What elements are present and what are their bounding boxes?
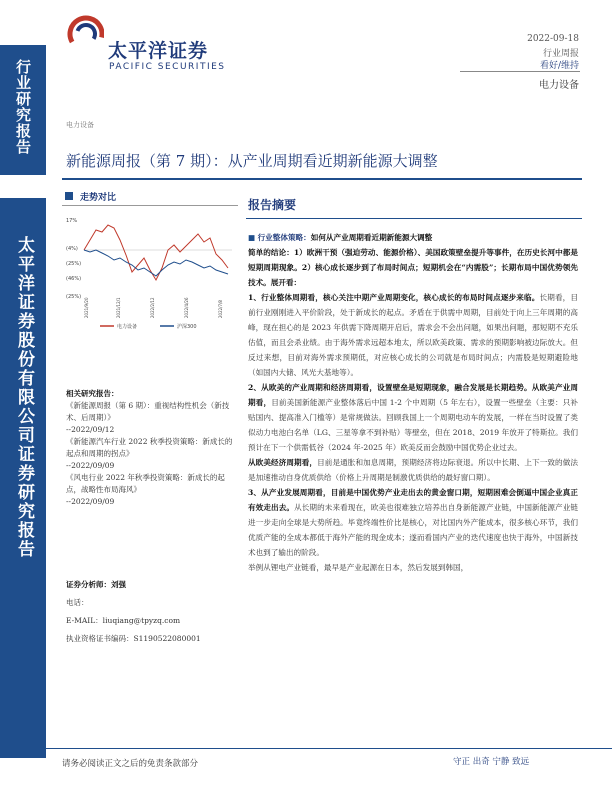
summary-title: 报告摘要 bbox=[248, 198, 297, 212]
summary-p3: 目前美国新能源产业整体落后中国 1-2 个中周期（5 年左右），设置一些壁垒（主要：只补贴国内、提高准入门槛等）是常规做法。回顾我国上一个周期电动车的发展，一样在当时设置了类似动力电池白名单（LG、三星等拿不到补贴）等壁垒，但在 2018、2019 年放开了特斯拉。我们预计在下一个供需低谷（2024 年-2025 年）欧美反而会鼓励中国优势企业过去。 bbox=[248, 398, 579, 452]
report-type: 行业周报 bbox=[542, 49, 579, 59]
summary-p5-lead: 3、从产业发展周期看，目前是中国优势产业走出去的黄金窗口期，短期困难会倒逼中国企业真正有效走出去。 bbox=[248, 488, 578, 512]
summary-p2-lead: 1、行业整体周期看，核心关注中期产业周期变化，核心成长的布局时间点逐步来临。 bbox=[248, 293, 540, 302]
legend-power-label: 电力设备 bbox=[117, 324, 138, 330]
sidebar-bottom-band bbox=[0, 198, 46, 758]
trend-chart bbox=[62, 210, 238, 335]
summary-p3-lead: 2、从欧美的产业周期和经济周期看，设置壁垒是短期现象，融合发展是长期趋势。从欧美产业周期看， bbox=[248, 383, 578, 407]
related-date: --2022/09/09 bbox=[66, 497, 115, 506]
summary-p1: 简单的结论：1）欧洲干预（强迫劳动、能源价格）、美国政策壁垒提升等事件，在历史长河中都是短期周期现象。2）核心成长逐步到了布局时间点；短期机会在“内需股”；长期布局中国优势领先技术。展开看： bbox=[248, 248, 578, 287]
footer-motto: 守正 出奇 宁静 致远 bbox=[453, 757, 530, 767]
rating: 看好/维持 bbox=[539, 61, 579, 71]
summary-p1-lead-line bbox=[248, 230, 578, 245]
x-tick: 2022/7/8 bbox=[218, 300, 223, 318]
industry: 电力设备 bbox=[539, 80, 579, 91]
related-item[interactable]: 《新能源汽车行业 2022 秋季投资策略：新成长的起点和周期的拐点》 bbox=[66, 437, 233, 458]
analyst-email[interactable]: E-MAIL：liuqiang@tpyzq.com bbox=[66, 616, 181, 625]
related-item[interactable]: 《风电行业 2022 年秋季投资策略：新成长的起点，战略性布局海风》 bbox=[66, 473, 225, 494]
summary-p6: 举例从锂电产业链看，最早是产业起源在日本，然后发展到韩国， bbox=[248, 563, 469, 572]
x-tick: 2022/2/12 bbox=[150, 297, 155, 318]
summary-p2: 长期看，目前行业刚刚进入平价阶段，处于新成长的起点。矛盾在于供需中周期，目前处于向上三年周期的高峰，现在担心的是 2023 年供需下降周期开启后，需求会不会出问题，如果出问题，那短期不充乐估值，而且会杀业绩。由于海外需求远超本地太，所以欧美政策、需求的预期影响被边际放大。但反过来想，目前对海外需求预期低，对应核心成长的公司就是布局时间点；内需股是短期避险地（如国内大储、风光大基地等）。 bbox=[248, 293, 579, 377]
summary-rule bbox=[246, 218, 582, 219]
footer-rule bbox=[46, 748, 612, 749]
page-title: 新能源周报（第 7 期）：从产业周期看近期新能源大调整 bbox=[66, 152, 438, 170]
summary-p1-lead-rest: 如何从产业周期看近期新能源大调整 bbox=[310, 233, 433, 242]
x-tick: 2021/12/1 bbox=[116, 297, 121, 318]
pacific-logo-icon bbox=[64, 12, 104, 52]
related-section bbox=[66, 388, 236, 508]
analyst-cert: 执业资格证书编码：S1190522080001 bbox=[66, 634, 201, 643]
meta-divider bbox=[460, 71, 580, 72]
sidebar-top-band bbox=[0, 45, 46, 175]
summary-p1-lead: 行业整体策略： bbox=[257, 233, 311, 242]
section-bullet-icon bbox=[65, 192, 73, 200]
series-power-line bbox=[84, 225, 228, 280]
trend-rule bbox=[62, 205, 238, 206]
related-item[interactable]: 《新能源周报（第 6 期）：重视结构性机会（新技术、后周期）》 bbox=[66, 401, 230, 422]
analyst-title: 证券分析师：刘强 bbox=[66, 580, 126, 589]
summary-body bbox=[248, 230, 578, 575]
analyst-phone: 电话： bbox=[66, 598, 89, 607]
x-tick: 2021/9/20 bbox=[84, 297, 89, 318]
related-date: --2022/09/12 bbox=[66, 425, 115, 434]
legend-hs300-label: 沪深300 bbox=[177, 324, 197, 330]
sidebar-top-label: 行业研究报告 bbox=[14, 59, 32, 155]
summary-p4: 目前是通胀和加息周期，预期经济将边际衰退。所以中长期、上下一致的做法是加速推动自身优质供给（价格上升周期是制激优质供给的最好窗口期）。 bbox=[248, 458, 579, 482]
y-tick: (25%) bbox=[66, 294, 82, 300]
breadcrumb: 电力设备 bbox=[66, 121, 94, 129]
related-title: 相关研究报告： bbox=[66, 389, 119, 398]
sidebar-bottom-label: 太平洋证券股份有限公司证券研究报告 bbox=[14, 236, 34, 559]
series-hs300-line bbox=[84, 250, 228, 276]
related-date: --2022/09/09 bbox=[66, 461, 115, 470]
report-date: 2022-09-18 bbox=[527, 34, 579, 44]
y-tick: (4%) bbox=[66, 246, 78, 252]
summary-p5: 从长期的未来看现在，欧美也很难独立培养出自身新能源产业链，中国新能源产业链进一步走向全球是大势所趋。毕竟终端性价比是核心，对比国内外产能成本，很多核心环节，我们优质产能的全成本都低于海外产能的现金成本；遂而看国内产业的迭代速度也快于海外，中国新技术也到了输出的阶段。 bbox=[248, 503, 578, 557]
footer-disclaimer[interactable]: 请务必阅读正文之后的免责条款部分 bbox=[62, 759, 199, 769]
title-rule bbox=[62, 178, 582, 180]
y-tick: 17% bbox=[66, 218, 78, 224]
logo-en: PACIFIC SECURITIES bbox=[109, 62, 226, 72]
analyst-section bbox=[66, 576, 236, 648]
logo-cn: 太平洋证券 bbox=[108, 40, 209, 62]
summary-p4-lead: 从欧美经济周期看， bbox=[248, 458, 318, 467]
y-tick: (25%) bbox=[66, 261, 82, 267]
x-tick: 2022/4/26 bbox=[184, 297, 189, 318]
y-tick: (46%) bbox=[66, 276, 82, 282]
trend-title: 走势对比 bbox=[80, 193, 117, 203]
bullet-icon: ■ bbox=[248, 233, 258, 242]
